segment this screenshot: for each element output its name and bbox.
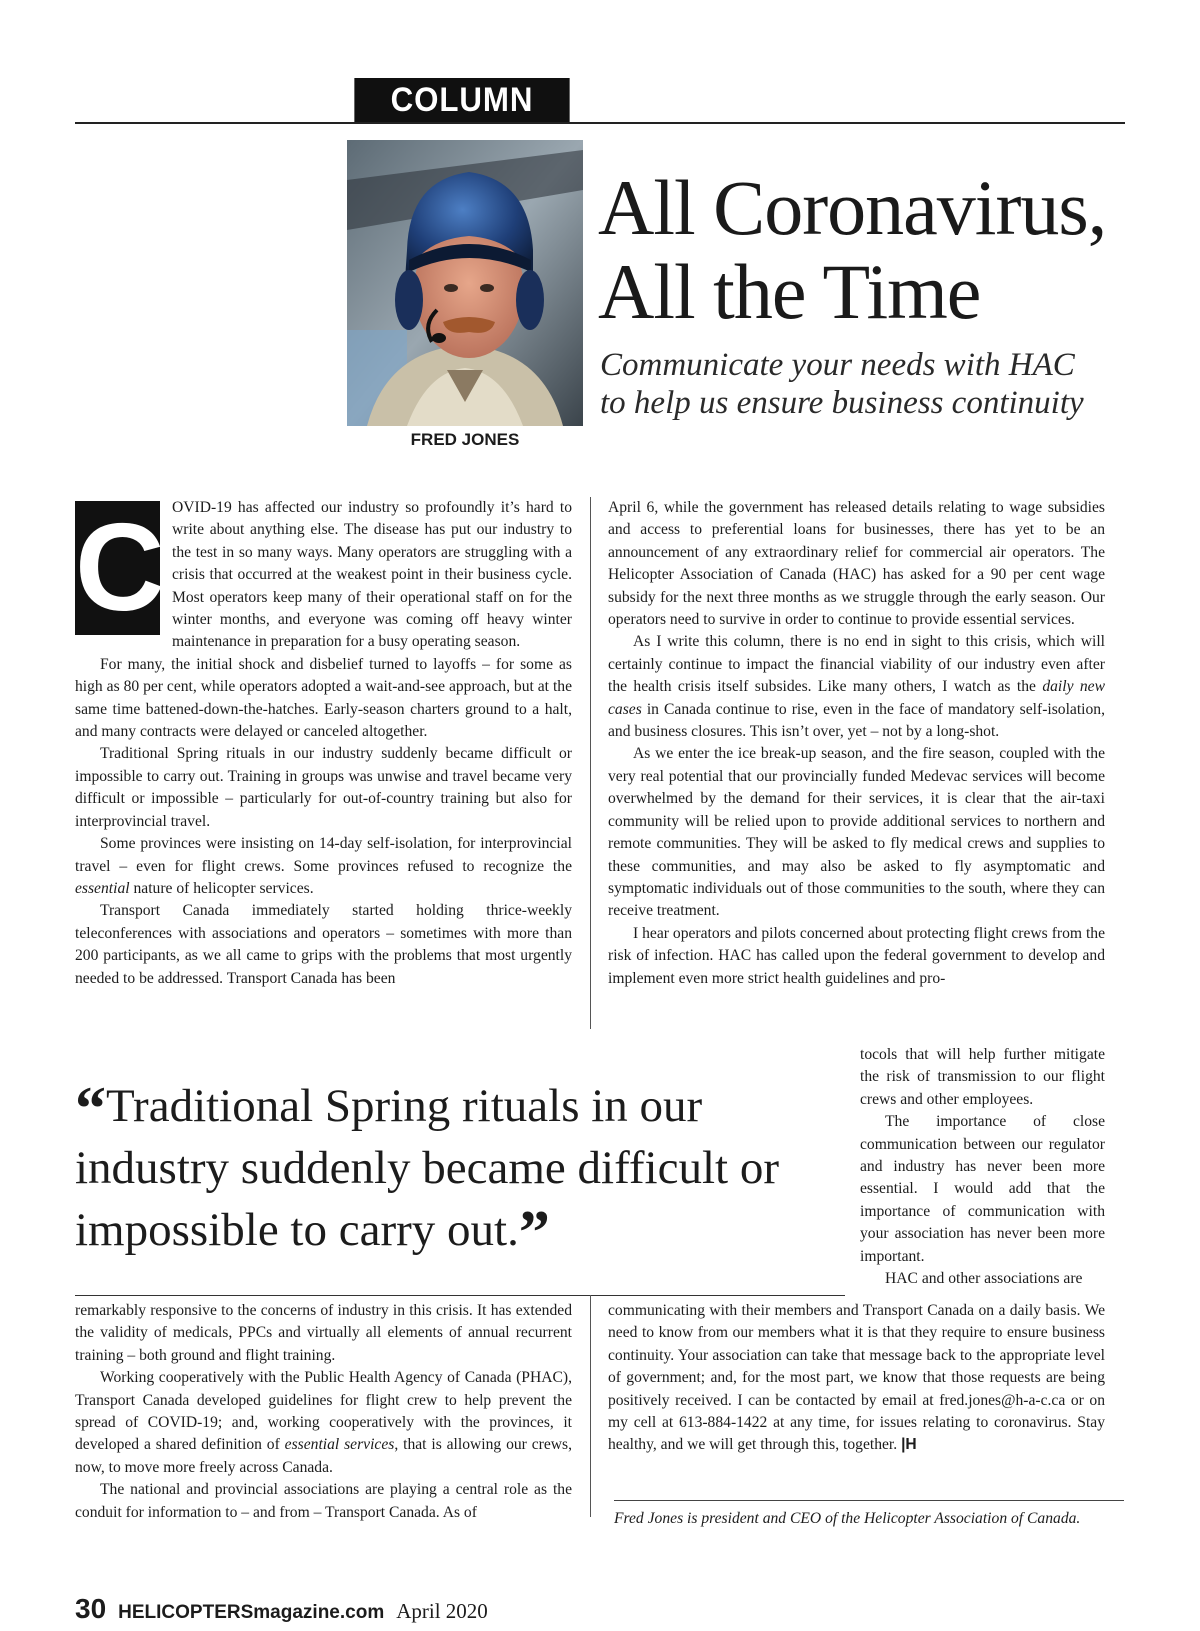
article-column-2 (608, 497, 1105, 990)
pull-quote-text: Traditional Spring rituals in our industry suddenly became difficult or impossible to carry out. (75, 1080, 779, 1256)
pull-quote (75, 1075, 835, 1267)
author-byline: FRED JONES (410, 430, 520, 449)
paragraph: I hear operators and pilots concerned about protecting flight crews from the risk of infection. HAC has called upon the federal government to develop and implement even more strict health guidelines and pro- (608, 924, 1105, 987)
paragraph: For many, the initial shock and disbelief turned to layoffs – for some as high as 80 per cent, while operators adopted a wait-and-see approach, but at the same time battened-down-the-hatches. Early-season charters ground to a halt, and many contracts were delayed or canceled altogether. (75, 655, 572, 741)
paragraph: OVID-19 has affected our industry so profoundly it’s hard to write about anything else. The disease has put our industry to the test in so many ways. Many operators are struggling with a crisis that occurred at the weakest point in their business cycle. Most operators keep many of their operational staff on for the winter months, and everyone was coming off heavy winter maintenance in preparation for a busy operating season. (172, 499, 572, 651)
article-column-1 (75, 497, 572, 990)
paragraph: Some provinces were insisting on 14-day self-isolation, for interprovincial travel – even for flight crews. Some provinces refused to recognize the essential nature of helicopter services. (75, 835, 572, 897)
subheadline-line-1: Communicate your needs with HAC (600, 347, 1075, 383)
top-rule (75, 122, 1125, 124)
paragraph: Traditional Spring rituals in our industry suddenly became difficult or impossible to carry out. Training in groups was unwise and travel became very difficult or impossible – particularly for out-of-country training but also for interprovincial travel. (75, 745, 572, 830)
paragraph: As I write this column, there is no end in sight to this crisis, which will certainly continue to impact the financial viability of our industry even after the health crisis itself subsides. Like many others, I watch as the daily new cases in Canada continue to rise, even in the face of mandatory self-isolation, and business closures. This isn’t over, yet – not by a long-shot. (608, 633, 1105, 741)
section-label: COLUMN (354, 78, 569, 123)
issue-date: April 2020 (396, 1599, 488, 1623)
column-divider (590, 497, 591, 1029)
subheadline-line-2: to help us ensure business continuity (600, 385, 1084, 421)
author-photo (347, 140, 583, 426)
paragraph: tocols that will help further mitigate the risk of transmission to our flight crews and other employees. (860, 1046, 1105, 1108)
bio-rule (614, 1500, 1124, 1501)
article-column-3 (75, 1300, 572, 1524)
paragraph: The importance of close communication between our regulator and industry has never been more essential. I would add that the importance of communication with your association has never been more important. (860, 1113, 1105, 1265)
article-column-4 (608, 1300, 1105, 1457)
paragraph: April 6, while the government has released details relating to wage subsidies and access to preferential loans for businesses, there has yet to be an announcement of any extraordinary relief for commercial air operators. The Helicopter Association of Canada (HAC) has asked for a 90 per cent wage subsidy for the next three months as we struggle through the early season. Our operators need to survive in order to continue to provide essential services. (608, 499, 1105, 629)
pull-quote-rule (75, 1295, 845, 1296)
page-number: 30 (75, 1593, 107, 1624)
column-divider (590, 1295, 591, 1517)
headline (598, 166, 1158, 334)
end-mark: |H (901, 1436, 917, 1454)
drop-cap: C (75, 499, 165, 637)
page-footer (75, 1593, 488, 1625)
magazine-site: HELICOPTERSmagazine.com (118, 1602, 385, 1623)
open-quote-mark: “ (75, 1075, 106, 1143)
paragraph: Working cooperatively with the Public Health Agency of Canada (PHAC), Transport Canada developed guidelines for flight crew to help prevent the spread of COVID-19; and, working cooperatively with the provinces, it developed a shared definition of essential services, that is allowing our crews, now, to move more freely across Canada. (75, 1369, 572, 1476)
paragraph: As we enter the ice break-up season, and the fire season, coupled with the very real potential that our provincially funded Medevac services will become overwhelmed by the demand for their services, it is clear that the air-taxi community will be relied upon to provide additional services to northern and remote communities. They will be asked to fly medical crews and supplies to these communities, and may also be asked to fly asymptomatic and symptomatic individuals out of those communities to the south, where they can receive treatment. (608, 745, 1105, 920)
subheadline (600, 346, 1140, 422)
close-quote-mark: ” (518, 1199, 550, 1267)
author-bio: Fred Jones is president and CEO of the Helicopter Association of Canada. (614, 1510, 1081, 1527)
paragraph: The national and provincial associations are playing a central role as the conduit for information to – and from – Transport Canada. As of (75, 1481, 572, 1521)
paragraph: remarkably responsive to the concerns of industry in this crisis. It has extended the validity of medicals, PPCs and virtually all elements of annual recurrent training – both ground and flight training. (75, 1302, 572, 1364)
paragraph: HAC and other associations are (885, 1270, 1083, 1288)
headline-line-1: All Coronavirus, (598, 164, 1107, 251)
paragraph: communicating with their members and Transport Canada on a daily basis. We need to know from our members what it is that they require to ensure business continuity. Your association can take that message back to the appropriate level of government; and, for the most part, we know that those requests are being positively received. I can be contacted by email at fred.jones@h-a-c.ca or on my cell at 613-884-1422 at any time, for issues relating to coronavirus. Stay healthy, and we will get through this, together. |H (608, 1302, 1105, 1454)
paragraph: Transport Canada immediately started holding thrice-weekly teleconferences with associations and operators – sometimes with more than 200 participants, as we all came to grips with the problems that most urgently needed to be addressed. Transport Canada has been (75, 902, 572, 987)
article-column-2-continued (860, 1044, 1105, 1290)
headline-line-2: All the Time (598, 248, 981, 335)
